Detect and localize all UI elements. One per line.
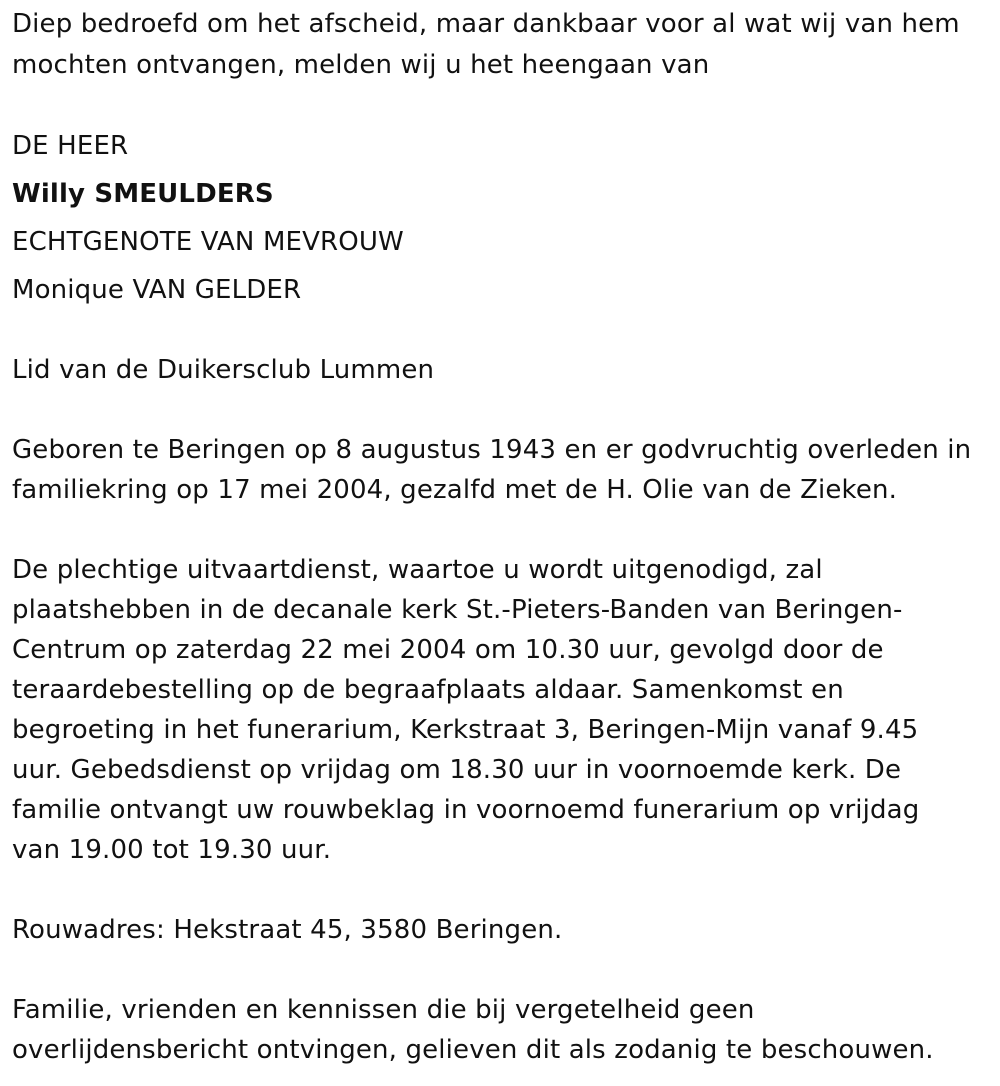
birth-death-line-1: Geboren te Beringen op 8 augustus 1943 en er godvruchtig overleden in	[12, 435, 972, 465]
funeral-line-4: teraardebestelling op de begraafplaats aldaar. Samenkomst en	[12, 675, 844, 705]
mourning-address: Rouwadres: Hekstraat 45, 3580 Beringen.	[12, 915, 563, 945]
spouse-name: Monique VAN GELDER	[12, 275, 302, 305]
closing-line-1: Familie, vrienden en kennissen die bij vergetelheid geen	[12, 995, 755, 1025]
closing-line-2: overlijdensbericht ontvingen, gelieven dit als zodanig te beschouwen.	[12, 1035, 934, 1065]
birth-death-line-2: familiekring op 17 mei 2004, gezalfd met de H. Olie van de Zieken.	[12, 475, 898, 505]
funeral-line-3: Centrum op zaterdag 22 mei 2004 om 10.30 uur, gevolgd door de	[12, 635, 884, 665]
funeral-line-1: De plechtige uitvaartdienst, waartoe u wordt uitgenodigd, zal	[12, 555, 823, 585]
intro-line-2: mochten ontvangen, melden wij u het heengaan van	[12, 50, 710, 80]
deceased-title: DE HEER	[12, 131, 129, 161]
funeral-line-8: van 19.00 tot 19.30 uur.	[12, 835, 332, 865]
membership-text: Lid van de Duikersclub Lummen	[12, 355, 435, 385]
funeral-line-5: begroeting in het funerarium, Kerkstraat 3, Beringen-Mijn vanaf 9.45	[12, 715, 919, 745]
funeral-line-7: familie ontvangt uw rouwbeklag in voornoemd funerarium op vrijdag	[12, 795, 920, 825]
spouse-label: ECHTGENOTE VAN MEVROUW	[12, 227, 404, 257]
deceased-name: Willy SMEULDERS	[12, 179, 274, 209]
intro-line-1: Diep bedroefd om het afscheid, maar dankbaar voor al wat wij van hem	[12, 9, 960, 39]
funeral-line-2: plaatshebben in de decanale kerk St.-Pieters-Banden van Beringen-	[12, 595, 903, 625]
funeral-line-6: uur. Gebedsdienst op vrijdag om 18.30 uur in voornoemde kerk. De	[12, 755, 902, 785]
